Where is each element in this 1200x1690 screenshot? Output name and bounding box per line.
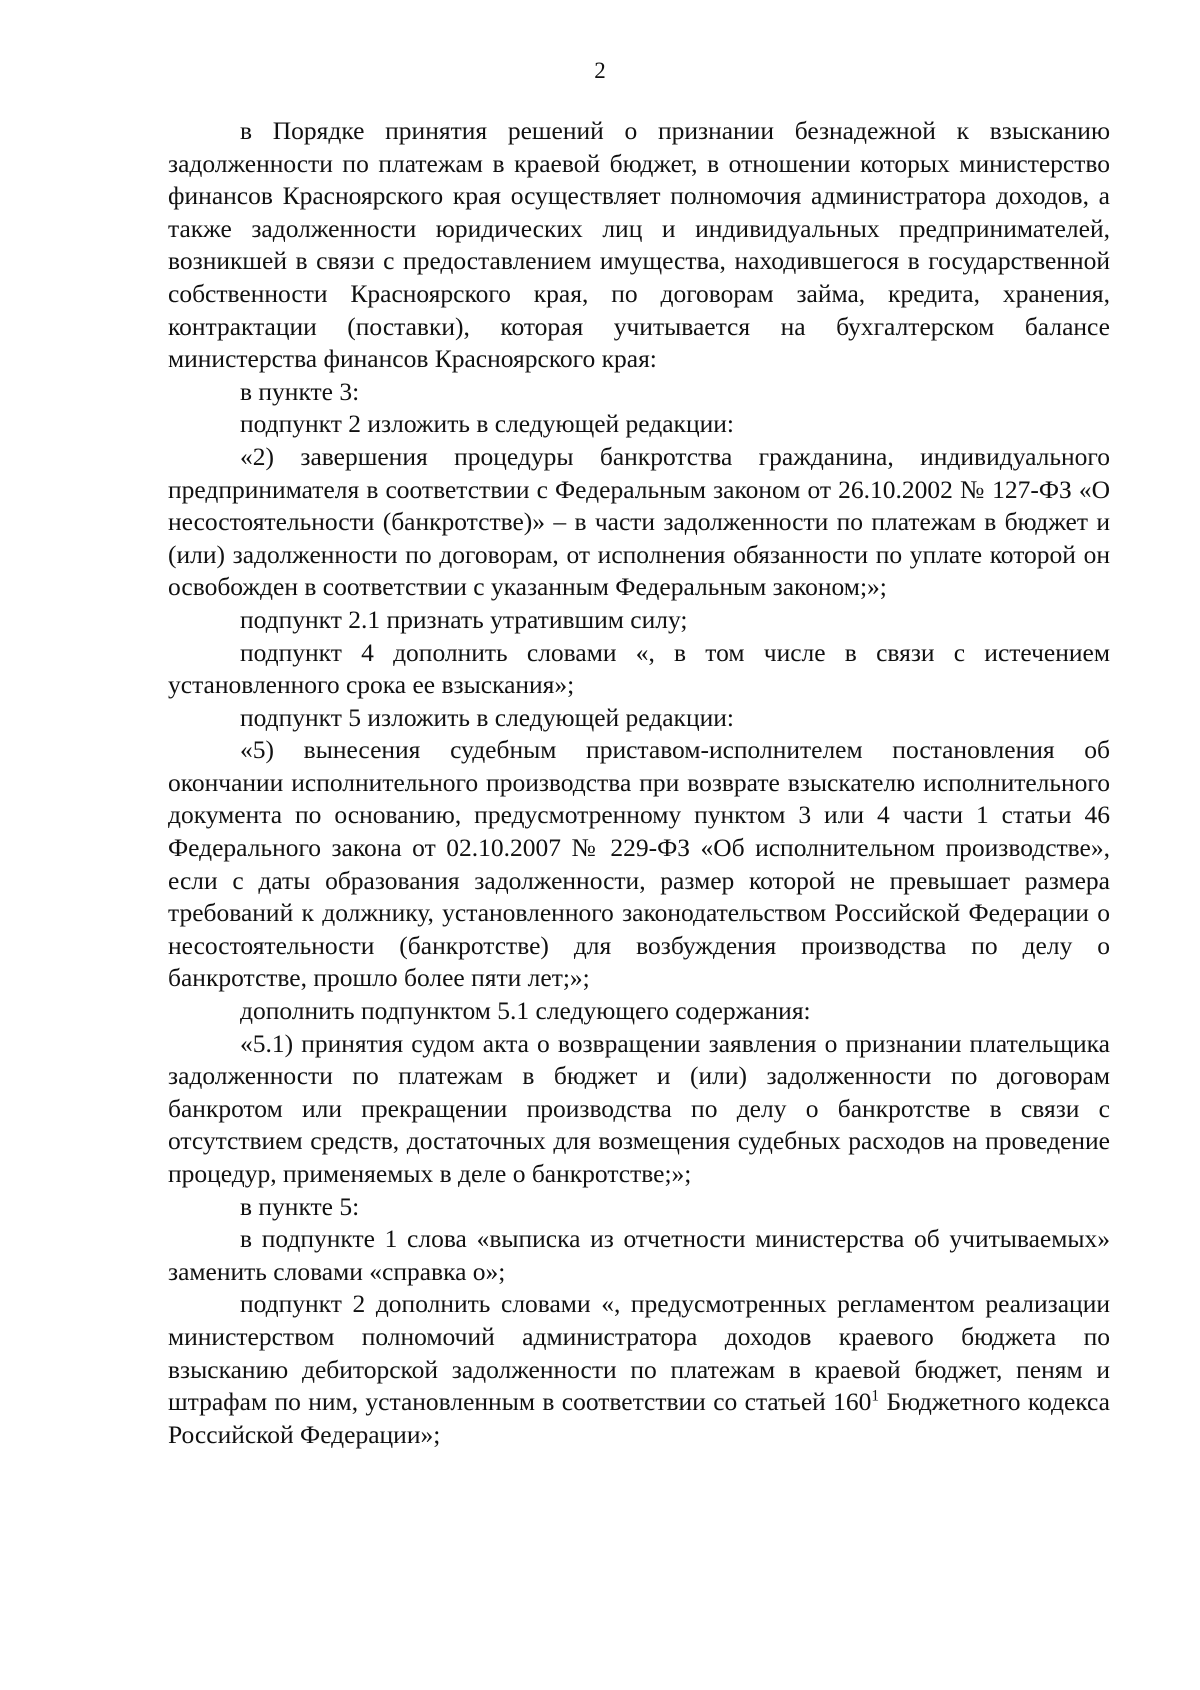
- superscript-marker: 1: [871, 1387, 880, 1405]
- paragraph-9: дополнить подпунктом 5.1 следующего содержания:: [240, 996, 811, 1026]
- paragraph-10: «5.1) принятия судом акта о возвращении заявления о признании плательщика задолженности по платежам в бюджет и (или) задолженности по договорам банкротом или прекращении производства по делу о банкротстве в связи с отсутствием средств, достаточных для возмещения судебных расходов на проведение процедур, применяемых в деле о банкротстве;»;: [168, 1028, 1110, 1188]
- paragraph-11: в пункте 5:: [240, 1191, 360, 1221]
- paragraph-13-text: подпункт 2 дополнить словами «, предусмотренных регламентом реализации министерством полномочий администратора доходов краевого бюджета по взысканию дебиторской задолженности по платежам в краевой бюджет, пеням и штрафам по ним, установленным в соответствии со статьей 160: [168, 1289, 1110, 1417]
- paragraph-5: подпункт 2.1 признать утратившим силу;: [240, 604, 688, 634]
- paragraph-2: в пункте 3:: [240, 376, 360, 406]
- paragraph-13: [168, 1288, 1110, 1451]
- page-number: 2: [594, 58, 606, 83]
- paragraph-12: в подпункте 1 слова «выписка из отчетности министерства об учитываемых» заменить словами «справка о»;: [168, 1224, 1110, 1286]
- paragraph-13-tail: Бюджетного кодекса Российской Федерации»;: [168, 1387, 1110, 1449]
- paragraph-7: подпункт 5 изложить в следующей редакции:: [240, 702, 734, 732]
- paragraph-4: «2) завершения процедуры банкротства гражданина, индивидуального предпринимателя в соответствии с Федеральным законом от 26.10.2002 № 127-ФЗ «О несостоятельности (банкротстве)» – в части задолженности по платежам в бюджет и (или) задолженности по договорам, от исполнения обязанности по уплате которой он освобожден в соответствии с указанным Федеральным законом;»;: [168, 441, 1110, 602]
- paragraph-3: подпункт 2 изложить в следующей редакции:: [240, 409, 734, 439]
- paragraph-1: в Порядке принятия решений о признании безнадежной к взысканию задолженности по платежам в краевой бюджет, в отношении которых министерство финансов Красноярского края осуществляет полномочия администратора доходов, а также задолженности юридических лиц и индивидуальных предпринимателей, возникшей в связи с предоставлением имущества, находившегося в государственной собственности Красноярского края, по договорам займа, кредита, хранения, контрактации (поставки), которая учитывается на бухгалтерском балансе министерства финансов Красноярского края:: [168, 116, 1110, 374]
- paragraph-8: «5) вынесения судебным приставом-исполнителем постановления об окончании исполнительного производства при возврате взыскателю исполнительного документа по основанию, предусмотренному пунктом 3 или 4 части 1 статьи 46 Федерального закона от 02.10.2007 № 229-ФЗ «Об исполнительном производстве», если с даты образования задолженности, размер которой не превышает размера требований к должнику, установленного законодательством Российской Федерации о несостоятельности (банкротстве) для возбуждения производства по делу о банкротстве, прошло более пяти лет;»;: [168, 735, 1110, 993]
- document-body: [168, 115, 1110, 1451]
- paragraph-6: подпункт 4 дополнить словами «, в том числе в связи с истечением установленного срока ее взыскания»;: [168, 637, 1110, 700]
